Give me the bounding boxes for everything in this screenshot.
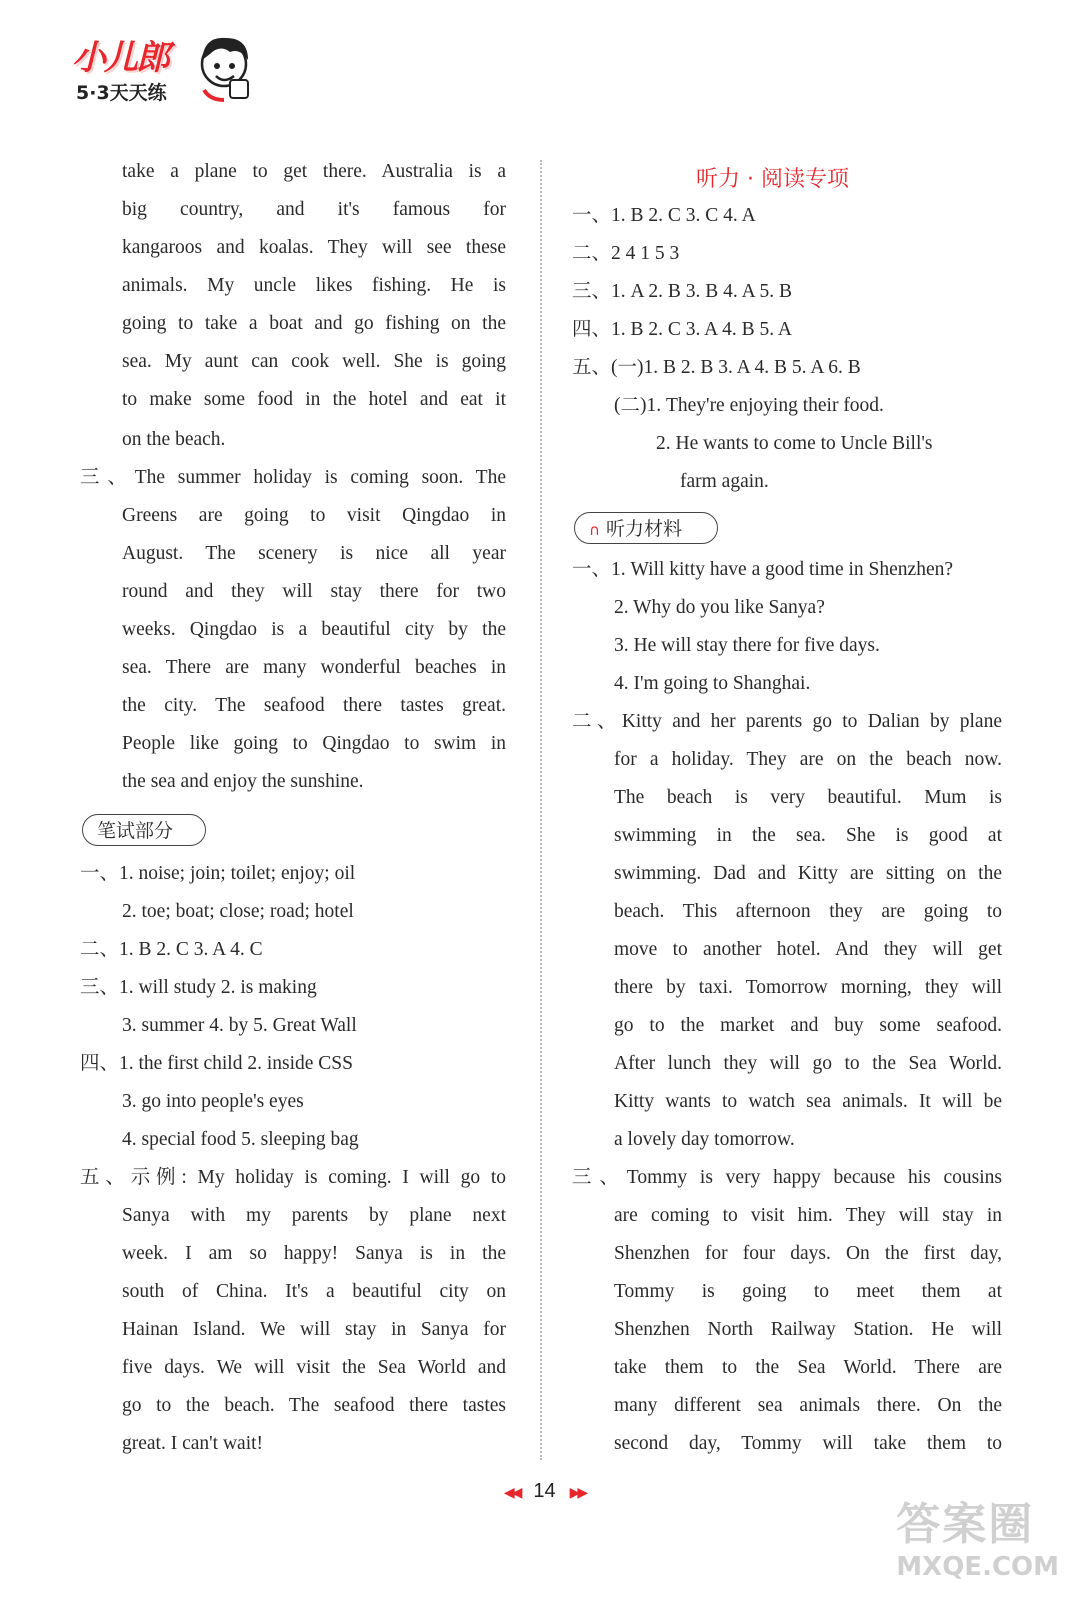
script-line: many different sea animals there. On the [614,1395,1002,1416]
script-line: Shenzhen North Railway Station. He will [614,1319,1002,1340]
script-line: 三、Tommy is very happy because his cousins [572,1167,1002,1188]
answer-line: 五、示例: My holiday is coming. I will go to [80,1167,506,1188]
text-line: kangaroos and koalas. They will see these [122,237,506,258]
text-line: sea. There are many wonderful beaches in [122,657,506,678]
text-line: round and they will stay there for two [122,581,506,602]
text-line: to make some food in the hotel and eat it [122,389,506,410]
script-line: for a holiday. They are on the beach now. [614,749,1002,770]
answer-line: 四、1. the first child 2. inside CSS [80,1053,354,1074]
headphones-icon: ∩ [589,521,600,539]
listening-reading-title: 听力 · 阅读专项 [696,167,849,192]
text-line: the city. The seafood there tastes great. [122,695,506,716]
watermark [896,1488,1059,1582]
text-line: weeks. Qingdao is a beautiful city by the [122,619,506,640]
column-divider [540,160,542,1460]
answer-line: week. I am so happy! Sanya is in the [122,1243,506,1264]
answer-line: Hainan Island. We will stay in Sanya for [122,1319,506,1340]
next-page-icon: ▶▶ [569,1486,586,1501]
text-line: sea. My aunt can cook well. She is going [122,351,506,372]
answer-line: 一、1. noise; join; toilet; enjoy; oil [80,863,356,884]
answer-line: 二、2 4 1 5 3 [572,243,680,264]
text-line: going to take a boat and go fishing on the [122,313,506,334]
brand-logo [72,30,262,110]
answer-line: 三、1. will study 2. is making [80,977,317,998]
script-line: there by taxi. Tomorrow morning, they will [614,977,1002,998]
answer-line: 三、1. A 2. B 3. B 4. A 5. B [572,281,792,302]
answer-line: go to the beach. The seafood there tastes [122,1395,506,1416]
text-line: on the beach. [122,429,226,450]
script-line: go to the market and buy some seafood. [614,1015,1002,1036]
script-line: 3. He will stay there for five days. [614,635,880,656]
script-line: beach. This afternoon they are going to [614,901,1002,922]
script-line: swimming. Dad and Kitty are sitting on the [614,863,1002,884]
answer-line: south of China. It's a beautiful city on [122,1281,506,1302]
answer-line: 3. go into people's eyes [122,1091,304,1112]
text-line: big country, and it's famous for [122,199,506,220]
text-line: the sea and enjoy the sunshine. [122,771,364,792]
answer-line: 四、1. B 2. C 3. A 4. B 5. A [572,319,792,340]
script-line: 一、1. Will kitty have a good time in Shenzhen? [572,559,954,580]
script-line: move to another hotel. And they will get [614,939,1002,960]
script-line: The beach is very beautiful. Mum is [614,787,1002,808]
script-line: 4. I'm going to Shanghai. [614,673,811,694]
script-line: Kitty wants to watch sea animals. It will be [614,1091,1002,1112]
script-line: Shenzhen for four days. On the first day, [614,1243,1002,1264]
script-line: are coming to visit him. They will stay in [614,1205,1002,1226]
script-line: a lovely day tomorrow. [614,1129,795,1150]
script-line: swimming in the sea. She is good at [614,825,1002,846]
script-line: 二、Kitty and her parents go to Dalian by plane [572,711,1002,732]
script-line: second day, Tommy will take them to [614,1433,1002,1454]
script-line: Tommy is going to meet them at [614,1281,1002,1302]
text-line: People like going to Qingdao to swim in [122,733,506,754]
answer-line: farm again. [680,471,769,492]
watermark-cn: 答案圈 [896,1499,1035,1550]
written-section-badge [82,814,206,846]
answer-line: 3. summer 4. by 5. Great Wall [122,1015,357,1036]
answer-line: great. I can't wait! [122,1433,264,1454]
brand-name: 小儿郎 [72,38,168,78]
watermark-en: MXQE.COM [896,1552,1059,1582]
page-number: 14 [533,1480,556,1502]
script-line: After lunch they will go to the Sea World. [614,1053,1002,1074]
brand-subtitle: 5·3天天练 [76,82,167,104]
listening-material-badge [574,512,718,544]
answer-line: 2. toe; boat; close; road; hotel [122,901,354,922]
answer-line: Sanya with my parents by plane next [122,1205,506,1226]
answer-line: 五、(一)1. B 2. B 3. A 4. B 5. A 6. B [572,357,861,378]
section-3-line: 三、The summer holiday is coming soon. The [80,467,506,488]
answer-line: 4. special food 5. sleeping bag [122,1129,359,1150]
text-line: Greens are going to visit Qingdao in [122,505,506,526]
script-line: take them to the Sea World. There are [614,1357,1002,1378]
answer-line: five days. We will visit the Sea World and [122,1357,506,1378]
previous-page-icon: ◀◀ [503,1486,520,1501]
answer-line: 2. He wants to come to Uncle Bill's [656,433,933,454]
answer-line: (二)1. They're enjoying their food. [614,395,884,416]
listening-material-title: 听力材料 [605,518,682,540]
text-line: August. The scenery is nice all year [122,543,506,564]
answer-line: 一、1. B 2. C 3. C 4. A [572,205,756,226]
script-line: 2. Why do you like Sanya? [614,597,825,618]
text-line: take a plane to get there. Australia is a [122,161,506,182]
answer-line: 二、1. B 2. C 3. A 4. C [80,939,263,960]
text-line: animals. My uncle likes fishing. He is [122,275,506,296]
written-section-title: 笔试部分 [97,820,174,842]
boy-mascot-icon [190,30,260,102]
